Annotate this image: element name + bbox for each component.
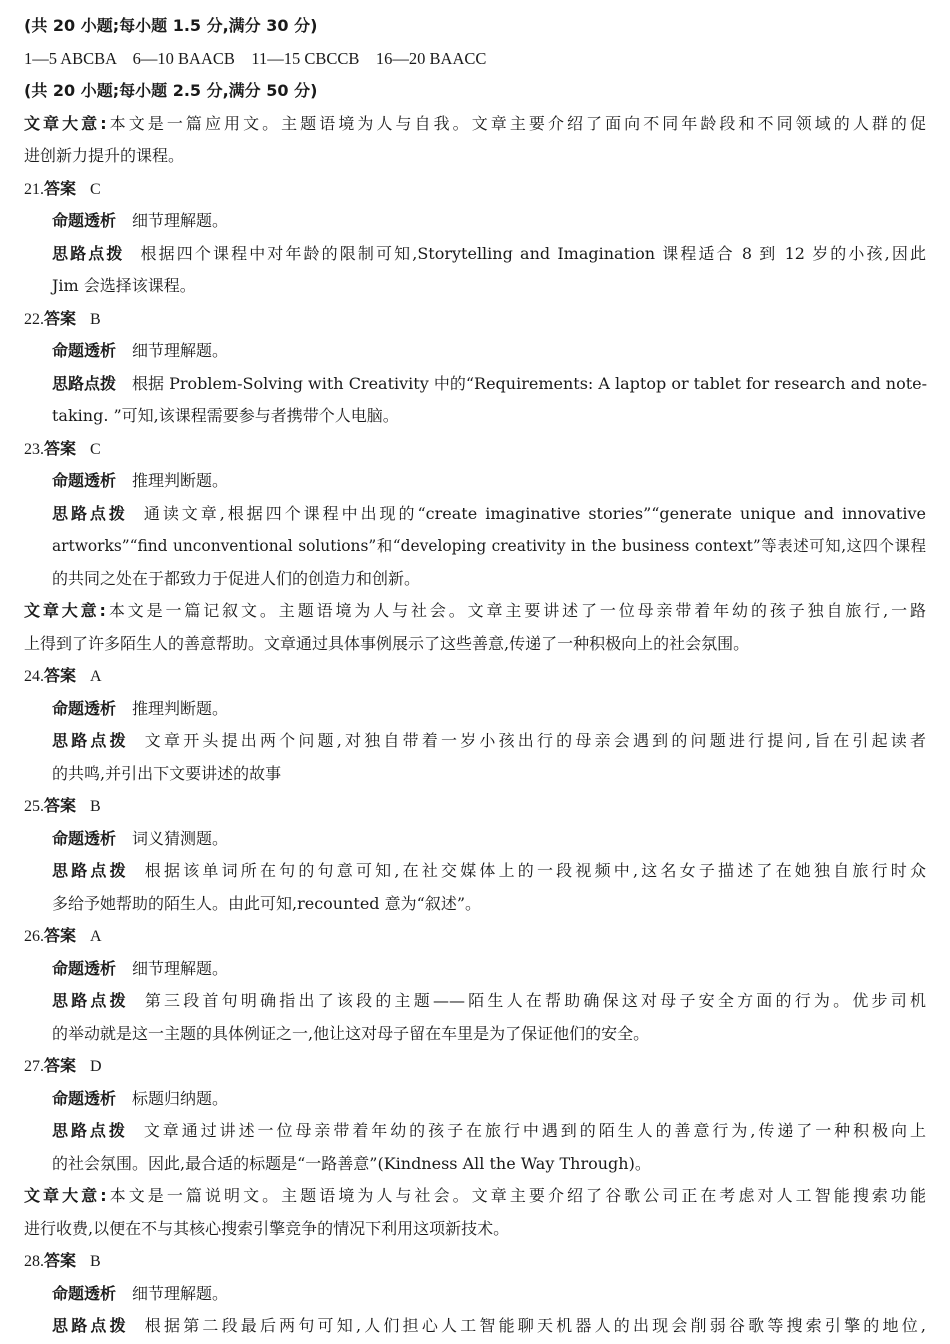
q25-analysis-line1: 思路点拨 根据该单词所在句的句意可知,在社交媒体上的一段视频中,这名女子描述了在她独自旅行时众	[52, 861, 926, 880]
q26-analysis-line2: 的举动就是这一主题的具体例证之一,他让这对母子留在车里是为了保证他们的安全。	[52, 1023, 650, 1043]
q24-analysis-line2: 的共鸣,并引出下文要讲述的故事	[52, 763, 282, 783]
passage-a-summary-line2: 进创新力提升的课程。	[24, 146, 185, 165]
q23-type: 命题透析 推理判断题。	[52, 471, 229, 490]
q27-answer: 27.答案 D	[24, 1056, 102, 1075]
q27-analysis-line2: 的社会氛围。因此,最合适的标题是“一路善意”(Kindness All the Way Through)。	[52, 1153, 651, 1173]
answer-key-page	[0, 10, 950, 1343]
q21-answer: 21.答案 C	[24, 178, 101, 198]
q27-type: 命题透析 标题归纳题。	[52, 1088, 229, 1108]
section1-answers: 1—5 ABCBA 6—10 BAACB 11—15 CBCCB 16—20 BAACC	[24, 48, 487, 68]
q22-answer: 22.答案 B	[24, 308, 101, 328]
q25-type: 命题透析 词义猜测题。	[52, 828, 229, 848]
passage-b-summary-line1: 文章大意:本文是一篇记叙文。主题语境为人与社会。文章主要讲述了一位母亲带着年幼的孩子独自旅行,一路	[24, 601, 926, 620]
summary-label: 文章大意:	[24, 113, 107, 133]
q23-analysis-line1: 思路点拨 通读文章,根据四个课程中出现的“create imaginative stories”“generate unique and innovative	[52, 503, 926, 523]
q22-analysis-line1: 思路点拨 根据 Problem-Solving with Creativity 中的“Requirements: A laptop or tablet for research and note-	[52, 373, 928, 393]
q23-analysis-line3: 的共同之处在于都致力于促进人们的创造力和创新。	[52, 568, 421, 588]
section2-header: (共 20 小题;每小题 2.5 分,满分 50 分)	[24, 81, 318, 100]
q28-answer: 28.答案 B	[24, 1251, 101, 1270]
passage-c-summary-line2: 进行收费,以便在不与其核心搜索引擎竞争的情况下利用这项新技术。	[24, 1218, 510, 1238]
q28-type: 命题透析 细节理解题。	[52, 1283, 229, 1303]
q22-type: 命题透析 细节理解题。	[52, 341, 229, 360]
q23-answer: 23.答案 C	[24, 438, 101, 458]
q24-answer: 24.答案 A	[24, 666, 102, 685]
q23-analysis-line2: artworks”“find unconventional solutions”和“developing creativity in the business context”等表述可知,这四个课程	[52, 537, 926, 555]
q25-analysis-line2: 多给予她帮助的陌生人。由此可知,recounted 意为“叙述”。	[52, 893, 481, 913]
q22-analysis-line2: taking. ”可知,该课程需要参与者携带个人电脑。	[52, 406, 399, 425]
passage-c-summary-line1: 文章大意:本文是一篇说明文。主题语境为人与社会。文章主要介绍了谷歌公司正在考虑对人工智能搜索功能	[24, 1186, 926, 1205]
passage-a-summary-line1: 文章大意:本文是一篇应用文。主题语境为人与自我。文章主要介绍了面向不同年龄段和不同领域的人群的促	[24, 113, 926, 133]
q27-analysis-line1: 思路点拨 文章通过讲述一位母亲带着年幼的孩子在旅行中遇到的陌生人的善意行为,传递了一种积极向上	[52, 1121, 926, 1140]
q21-type: 命题透析 细节理解题。	[52, 211, 229, 230]
section1-header: (共 20 小题;每小题 1.5 分,满分 30 分)	[24, 16, 318, 35]
q25-answer: 25.答案 B	[24, 796, 101, 815]
q28-analysis-line1: 思路点拨 根据第二段最后两句可知,人们担心人工智能聊天机器人的出现会削弱谷歌等搜索引擎的地位,	[52, 1316, 926, 1335]
q26-type: 命题透析 细节理解题。	[52, 958, 229, 978]
q26-answer: 26.答案 A	[24, 926, 102, 945]
q21-analysis-line1: 思路点拨 根据四个课程中对年龄的限制可知,Storytelling and Imagination 课程适合 8 到 12 岁的小孩,因此	[52, 243, 926, 263]
q24-type: 命题透析 推理判断题。	[52, 698, 229, 718]
q24-analysis-line1: 思路点拨 文章开头提出两个问题,对独自带着一岁小孩出行的母亲会遇到的问题进行提问,旨在引起读者	[52, 731, 926, 750]
q26-analysis-line1: 思路点拨 第三段首句明确指出了该段的主题——陌生人在帮助确保这对母子安全方面的行为。优步司机	[52, 991, 926, 1010]
passage-b-summary-line2: 上得到了许多陌生人的善意帮助。文章通过具体事例展示了这些善意,传递了一种积极向上的社会氛围。	[24, 633, 750, 653]
q21-analysis-line2: Jim 会选择该课程。	[52, 276, 196, 295]
